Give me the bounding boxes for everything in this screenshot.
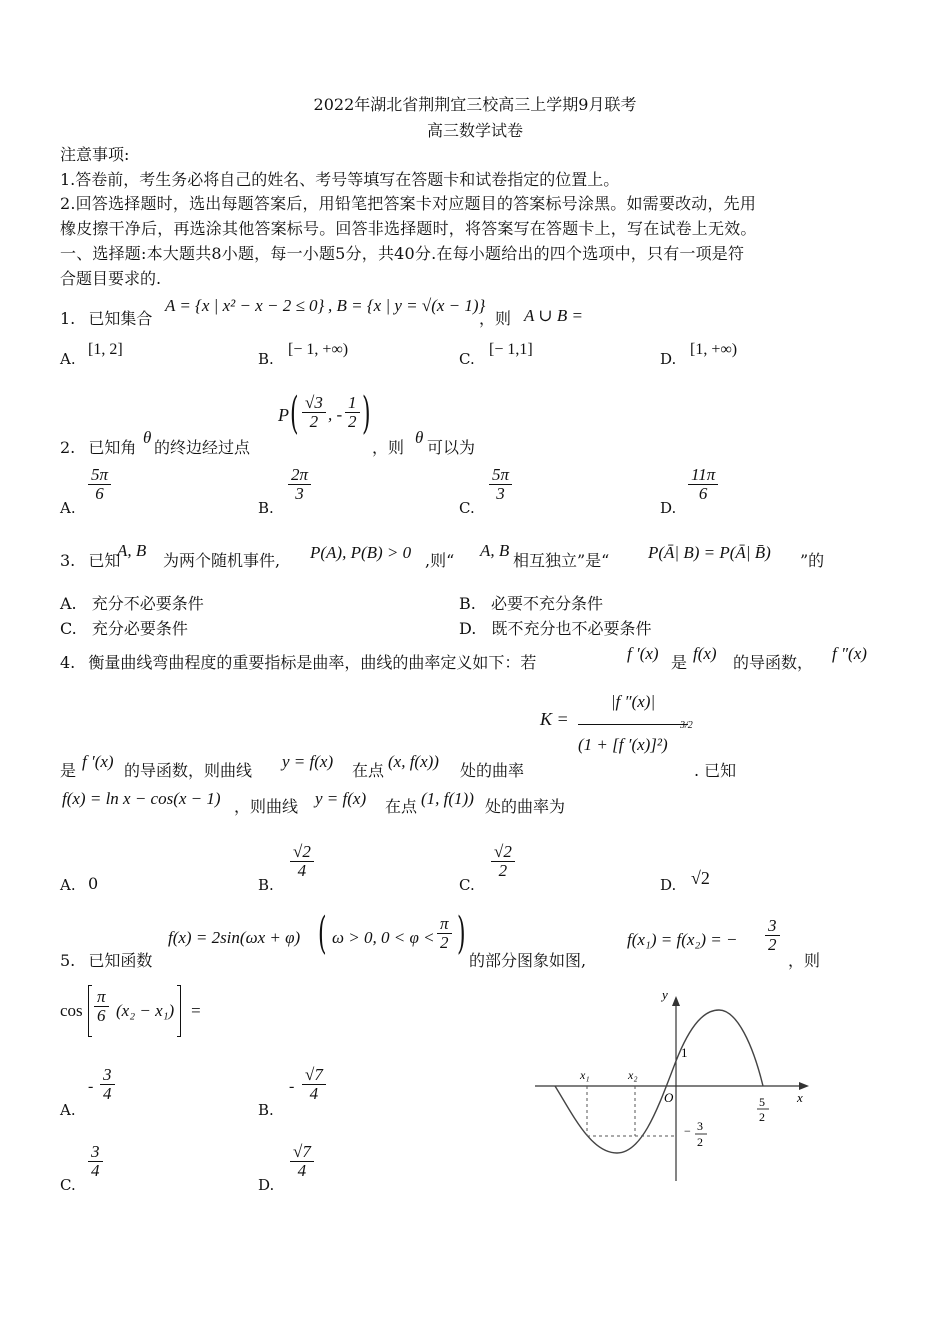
q4-text10: 在点	[385, 797, 418, 816]
q2-option-a[interactable]	[88, 466, 111, 503]
q1-option-b[interactable]: [− 1, +∞)	[288, 341, 349, 358]
q1-set-b: , B = {x | y = √(x − 1)}	[328, 296, 486, 315]
q4-option-c[interactable]	[491, 843, 515, 880]
q5-option-b[interactable]	[302, 1066, 326, 1103]
q5-cond: ω > 0, 0 < φ <	[332, 928, 435, 947]
q5-eq-den: 2	[768, 935, 777, 954]
q4-option-c-den: 2	[498, 861, 508, 880]
q2-text3: ，则	[372, 438, 405, 457]
exam-subtitle: 高三数学试卷	[426, 121, 523, 140]
q2-paren-open: (	[290, 388, 299, 439]
q5-eq-frac	[765, 917, 780, 954]
q3-expr: P(Ā| B) = P(Ā| B̄)	[648, 543, 771, 562]
q1-option-c-label: C.	[459, 350, 475, 368]
q4-text11: 处的曲率为	[485, 797, 566, 816]
q2-option-b-num: 2π	[288, 466, 311, 485]
q3-option-a-text: 充分不必要条件	[91, 594, 204, 613]
q2-option-a-label: A.	[60, 499, 76, 517]
q3-text1: 已知	[88, 551, 121, 570]
q3-option-c[interactable]	[60, 616, 188, 639]
q2-px-den: 2	[309, 412, 319, 431]
q5-ask-frac	[94, 988, 109, 1025]
q4-option-d[interactable]: √2	[691, 868, 710, 888]
q5-text1: 已知函数	[88, 951, 153, 970]
q5-stem	[60, 950, 152, 972]
q2-point-p: P	[278, 405, 289, 425]
q2-theta: θ	[143, 428, 152, 447]
q5-bracket-close	[177, 985, 181, 1037]
q5-eq-num: 3	[765, 917, 780, 936]
q4-text3: 的导函数，	[733, 653, 814, 672]
q5-option-a[interactable]	[100, 1066, 115, 1103]
q2-option-c-label: C.	[459, 499, 475, 517]
q2-option-c-num: 5π	[489, 466, 512, 485]
q5-option-a-label: A.	[60, 1101, 76, 1119]
q5-option-a-den: 4	[103, 1084, 112, 1103]
q1-text1: 已知集合	[88, 309, 153, 328]
q4-text2: 是	[671, 653, 688, 672]
q3-text5: ”的	[800, 551, 825, 570]
q4-fprime: f ′(x)	[627, 644, 659, 663]
q3-ab: A, B	[117, 541, 147, 560]
q4-k-num: |f ″(x)|	[610, 692, 656, 711]
q4-stem	[60, 652, 536, 674]
q4-option-b-num: √2	[290, 843, 314, 862]
q5-sine-graph	[525, 985, 825, 1185]
section-line-2: 合题目要求的.	[60, 269, 162, 288]
note-2a: 2.回答选择题时，选出每题答案后，用铅笔把答案卡对应题目的答案标号涂黑。如需要改动，先用	[60, 194, 757, 213]
q1-option-d-label: D.	[660, 350, 677, 368]
q4-fprime-2: f ′(x)	[82, 752, 114, 771]
x-axis-label: x	[797, 1090, 803, 1105]
q5-option-b-den: 4	[309, 1084, 319, 1103]
q4-option-b-den: 4	[297, 861, 307, 880]
q3-number: 3.	[60, 551, 76, 570]
y-low-num: 3	[697, 1119, 703, 1133]
q2-py-sign: , -	[328, 405, 343, 424]
q5-option-c-num: 3	[88, 1143, 103, 1162]
q5-paren-open: (	[318, 908, 327, 959]
q3-text4: 相互独立”是“	[513, 551, 610, 570]
x2-label: x₂	[628, 1068, 638, 1082]
q4-option-c-num: √2	[491, 843, 515, 862]
q5-text2: 的部分图象如图,	[469, 951, 587, 970]
q5-option-d-label: D.	[258, 1176, 275, 1194]
y-low-sign: −	[684, 1124, 691, 1138]
x-end-den: 2	[759, 1110, 765, 1124]
q2-px-frac	[302, 394, 326, 431]
q5-option-d-num: √7	[290, 1143, 314, 1162]
q2-py-den: 2	[348, 412, 357, 431]
q4-yfx-2: y = f(x)	[315, 789, 367, 808]
q1-set-a: A = {x | x² − x − 2 ≤ 0}	[165, 296, 325, 315]
q5-option-c-den: 4	[91, 1161, 100, 1180]
q5-text3: ，则	[788, 951, 821, 970]
y-axis-label: y	[662, 987, 668, 1002]
q4-k-den: (1 + [f ′(x)]²)	[578, 735, 668, 754]
q1-stem	[60, 308, 152, 330]
q3-option-b-text: 必要不充分条件	[490, 594, 603, 613]
q2-py-frac	[345, 394, 360, 431]
q1-option-a-label: A.	[60, 350, 76, 368]
q1-text2: ，则	[479, 309, 512, 328]
y-axis-arrow	[672, 996, 680, 1006]
q2-option-d-num: 11π	[688, 466, 718, 485]
q5-option-b-label: B.	[258, 1101, 274, 1119]
q2-text2: 的终边经过点	[154, 438, 251, 457]
q1-option-c[interactable]: [− 1,1]	[489, 341, 533, 358]
q3-option-a-label: A.	[60, 594, 77, 613]
q2-text1: 已知角	[88, 438, 137, 457]
q3-option-d[interactable]	[459, 616, 651, 639]
q1-ask: A ∪ B =	[524, 306, 583, 325]
q2-number: 2.	[60, 438, 76, 457]
q3-option-b-label: B.	[459, 594, 476, 613]
q4-text8: . 已知	[694, 761, 737, 780]
q5-number: 5.	[60, 951, 76, 970]
q4-option-b-label: B.	[258, 876, 274, 894]
q4-option-a[interactable]: 0	[88, 874, 99, 893]
q5-option-d[interactable]	[290, 1143, 314, 1180]
q4-k-lhs: K =	[540, 709, 569, 729]
x-end-num: 5	[759, 1095, 765, 1109]
q4-text1: 衡量曲线弯曲程度的重要指标是曲率，曲线的曲率定义如下：若	[88, 653, 537, 672]
q5-option-b-sign: -	[289, 1078, 295, 1095]
q2-stem	[60, 437, 136, 459]
q4-fx: f(x)	[693, 644, 717, 663]
q2-px-num: √3	[302, 394, 326, 413]
q5-ask-pre: cos	[60, 1001, 83, 1020]
q4-option-a-label: A.	[60, 876, 76, 894]
exam-title: 2022年湖北省荆荆宜三校高三上学期9月联考	[313, 95, 637, 114]
y-low-den: 2	[697, 1135, 703, 1149]
q3-option-d-label: D.	[459, 619, 477, 638]
q4-fdprime: f ″(x)	[832, 644, 867, 663]
q4-text5: 的导函数，则曲线	[124, 761, 253, 780]
q4-option-c-label: C.	[459, 876, 475, 894]
q3-stem	[60, 550, 120, 572]
q5-bracket-open	[88, 985, 92, 1037]
q4-text4: 是	[60, 761, 77, 780]
q2-option-b[interactable]	[288, 466, 311, 503]
q2-py-num: 1	[345, 394, 360, 413]
q5-cond-num: π	[437, 915, 452, 934]
q5-option-a-num: 3	[100, 1066, 115, 1085]
q5-func: f(x) = 2sin(ωx + φ)	[168, 928, 301, 947]
q3-ab-2: A, B	[480, 541, 510, 560]
q2-option-a-num: 5π	[88, 466, 111, 485]
origin-label: O	[664, 1090, 674, 1105]
q3-text3: ,则“	[425, 551, 455, 570]
q5-cond-frac	[437, 915, 452, 952]
x-axis-arrow	[799, 1082, 809, 1090]
q3-text2: 为两个随机事件,	[163, 551, 281, 570]
x1-label: x₁	[580, 1068, 590, 1082]
q5-option-a-sign: -	[88, 1078, 94, 1095]
q5-option-c-label: C.	[60, 1176, 76, 1194]
q2-paren-close: )	[362, 388, 371, 439]
q2-option-b-den: 3	[295, 484, 304, 503]
q5-eq: f(x₁) = f(x₂) = −	[627, 930, 738, 949]
q2-option-d-label: D.	[660, 499, 677, 517]
q3-option-d-text: 既不充分也不必要条件	[491, 619, 652, 638]
q1-number: 1.	[60, 309, 76, 328]
note-1: 1.答卷前，考生务必将自己的姓名、考号等填写在答题卡和试卷指定的位置上。	[60, 170, 620, 189]
q4-text7: 处的曲率	[460, 761, 525, 780]
q5-ask-num: π	[94, 988, 109, 1007]
notes-heading: 注意事项:	[60, 145, 130, 164]
q4-option-d-label: D.	[660, 876, 677, 894]
q2-theta-2: θ	[415, 428, 424, 447]
q2-option-c-den: 3	[496, 484, 505, 503]
q1-option-d[interactable]: [1, +∞)	[690, 341, 738, 358]
q5-ask-eq: =	[190, 1001, 202, 1020]
q3-option-c-text: 充分必要条件	[91, 619, 188, 638]
q3-option-a[interactable]	[60, 591, 204, 614]
q5-option-d-den: 4	[297, 1161, 307, 1180]
q4-text6: 在点	[352, 761, 385, 780]
q1-option-a[interactable]: [1, 2]	[88, 341, 123, 358]
q2-option-d-den: 6	[698, 484, 708, 503]
q2-option-c[interactable]	[489, 466, 512, 503]
q5-option-b-num: √7	[302, 1066, 326, 1085]
q2-option-b-label: B.	[258, 499, 274, 517]
q2-option-d[interactable]	[688, 466, 718, 503]
q5-ask-den: 6	[97, 1006, 106, 1025]
q3-option-b[interactable]	[459, 591, 603, 614]
q4-number: 4.	[60, 653, 76, 672]
q5-ask-post: (x₂ − x₁)	[116, 1001, 175, 1020]
section-line-1: 一、选择题:本大题共8小题，每一小题5分，共40分.在每小题给出的四个选项中，只有一项是符	[60, 244, 745, 263]
q1-option-b-label: B.	[258, 350, 274, 368]
q3-cond: P(A), P(B) > 0	[310, 543, 412, 562]
q5-paren-close: )	[457, 908, 466, 959]
q4-pt1: (1, f(1))	[421, 789, 474, 808]
q4-option-b[interactable]	[290, 843, 314, 880]
q4-k-numerator-box	[578, 692, 688, 725]
q4-text9: ，则曲线	[234, 797, 299, 816]
q5-option-c[interactable]	[88, 1143, 103, 1180]
q5-cond-den: 2	[440, 933, 449, 952]
y1-label: 1	[681, 1045, 688, 1060]
q2-text4: 可以为	[427, 438, 476, 457]
q4-fdef: f(x) = ln x − cos(x − 1)	[62, 789, 221, 808]
q2-option-a-den: 6	[95, 484, 104, 503]
q4-pt: (x, f(x))	[388, 752, 439, 771]
q3-option-c-label: C.	[60, 619, 77, 638]
q4-k-exp: 3/2	[680, 720, 693, 731]
note-2b: 橡皮擦干净后，再选涂其他答案标号。回答非选择题时，将答案写在答题卡上，写在试卷上无效。	[60, 219, 757, 238]
q4-yfx: y = f(x)	[282, 752, 334, 771]
